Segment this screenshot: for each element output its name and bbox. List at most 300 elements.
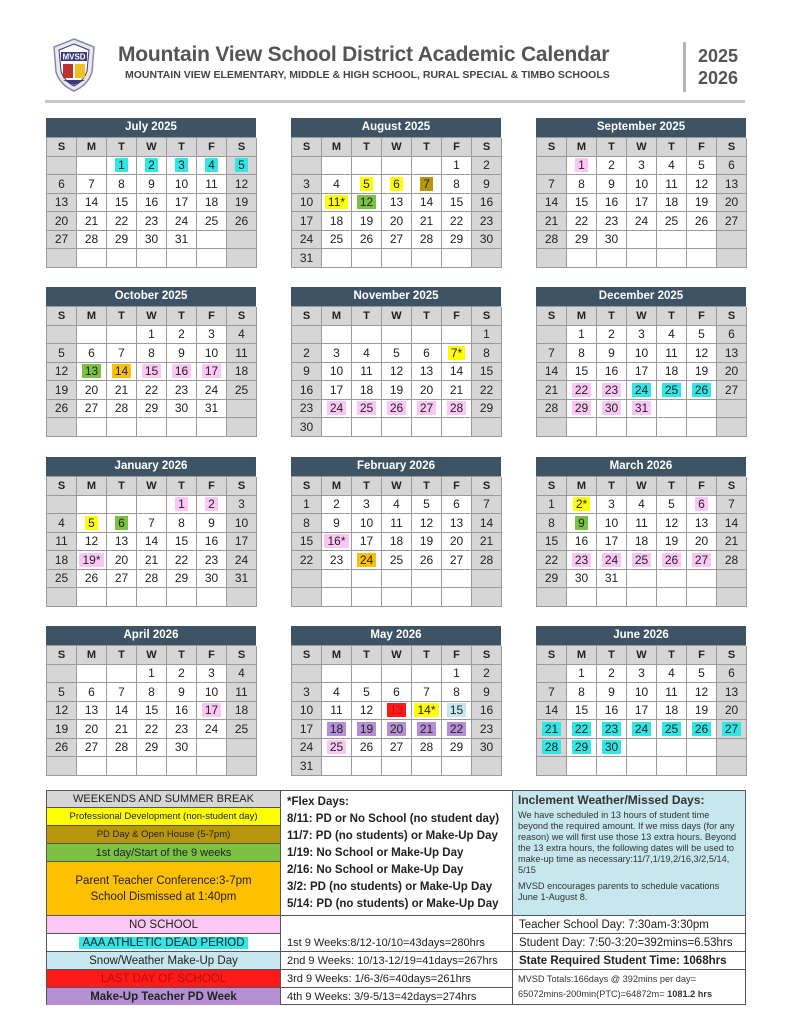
day-name: S [472,646,502,665]
day-cell [167,739,197,758]
day-name: F [687,646,717,665]
weather-box [513,791,745,916]
nine-weeks-3 [281,970,513,988]
day-number: 3 [638,327,645,342]
day-number: 5 [235,158,248,172]
empty-cell [717,249,747,268]
empty-cell [107,326,137,345]
empty-cell [537,249,567,268]
day-cell [717,496,747,515]
day-number: 24 [204,721,219,736]
day-number: 29 [144,401,159,416]
day-number: 27 [389,740,404,755]
day-cell [597,157,627,176]
day-cell [47,720,77,739]
day-name: T [107,646,137,665]
day-number: 27 [449,552,464,567]
day-number: 31 [299,250,314,265]
day-number: 10 [204,684,219,699]
day-number: 21 [417,722,436,736]
day-cell [567,231,597,250]
day-name: S [717,307,747,326]
day-cell [687,683,717,702]
day-cell [167,157,197,176]
day-number: 24 [632,722,651,736]
day-number: 17 [299,213,314,228]
day-number: 20 [84,382,99,397]
day-cell [657,533,687,552]
day-cell [567,157,597,176]
day-name: S [472,477,502,496]
day-cell [227,381,257,400]
day-number: 1 [453,666,460,681]
day-number: 13 [389,195,404,210]
day-name: S [472,138,502,157]
day-cell [472,344,502,363]
day-name: F [197,646,227,665]
month-header: March 2026 [536,457,746,476]
empty-cell [137,249,167,268]
day-cell [197,720,227,739]
day-number: 15 [142,364,161,378]
day-number: 11* [325,195,348,209]
empty-cell [47,588,77,607]
day-number: 18 [634,534,649,549]
day-number: 1 [175,497,188,511]
day-number: 7 [483,497,490,512]
empty-cell [627,588,657,607]
day-cell [657,496,687,515]
empty-cell [657,418,687,437]
empty-cell [687,588,717,607]
day-number: 19* [79,553,103,567]
day-cell [472,194,502,213]
empty-cell [687,231,717,250]
empty-cell [412,249,442,268]
day-cell [567,212,597,231]
day-number: 6 [390,177,403,191]
day-cell [167,381,197,400]
day-number: 27 [692,553,711,567]
month-august-2025 [291,118,501,268]
legend-conference-line1: Parent Teacher Conference:3-7pm [75,874,252,887]
day-cell [322,702,352,721]
student-day: Student Day: 7:50-3:20=392mins=6.53hrs [513,934,745,952]
day-cell [567,665,597,684]
day-number: 25 [664,213,679,228]
day-cell [292,533,322,552]
day-cell [167,514,197,533]
empty-cell [107,249,137,268]
day-number: 8 [148,684,155,699]
empty-cell [567,588,597,607]
day-cell [657,194,687,213]
day-cell [167,702,197,721]
day-cell [322,496,352,515]
day-number: 13 [84,703,99,718]
day-cell [382,702,412,721]
day-number: 5 [58,684,65,699]
day-number: 26 [359,740,374,755]
day-number: 18 [359,382,374,397]
day-name: W [627,477,657,496]
day-cell [442,381,472,400]
empty-cell [627,739,657,758]
day-number: 5 [363,684,370,699]
required-time: State Required Student Time: 1068hrs [513,952,745,970]
day-number: 2 [205,497,218,511]
day-number: 14 [479,515,494,530]
day-cell [687,363,717,382]
day-number: 30 [574,571,589,586]
day-number: 25 [234,382,249,397]
district-logo [52,38,96,92]
day-cell [137,702,167,721]
day-cell [597,363,627,382]
day-number: 9 [303,364,310,379]
day-number: 22 [144,721,159,736]
empty-cell [47,418,77,437]
day-number: 5 [58,345,65,360]
day-name: W [382,138,412,157]
day-number: 21 [479,534,494,549]
day-cell [717,514,747,533]
day-number: 15 [144,703,159,718]
day-cell [687,551,717,570]
day-cell [472,326,502,345]
day-number: 16 [574,534,589,549]
empty-cell [597,249,627,268]
nine-weeks-3-text: 3rd 9 Weeks: 1/6-3/6=40days=261hrs [287,972,471,985]
day-number: 19 [54,721,69,736]
month-grid [536,137,746,268]
day-number: 12 [694,345,709,360]
day-number: 19 [234,195,249,210]
day-number: 18 [327,722,346,736]
day-cell [197,702,227,721]
day-number: 11 [235,345,248,360]
empty-cell [567,418,597,437]
empty-cell [197,418,227,437]
day-number: 3 [208,327,215,342]
month-grid [291,476,501,607]
day-cell [47,702,77,721]
day-number: 6 [115,516,128,530]
day-name: W [137,138,167,157]
day-number: 25 [329,232,344,247]
day-number: 11 [330,703,343,718]
day-cell [442,514,472,533]
day-cell [627,175,657,194]
day-number: 7 [420,177,433,191]
month-header: August 2025 [291,118,501,137]
day-number: 5 [698,666,705,681]
weather-title: Inclement Weather/Missed Days: [518,793,705,807]
day-cell [382,739,412,758]
day-number: 15 [544,534,559,549]
day-number: 23 [602,722,621,736]
empty-cell [567,249,597,268]
day-cell [292,739,322,758]
day-cell [717,381,747,400]
day-cell [687,212,717,231]
month-header: May 2026 [291,626,501,645]
day-cell [687,702,717,721]
day-name: S [292,138,322,157]
nine-weeks-4-text: 4th 9 Weeks: 3/9-5/13=42days=274hrs [287,990,477,1003]
day-number: 22 [479,382,494,397]
day-number: 6 [58,176,65,191]
day-cell [412,702,442,721]
day-number: 16 [299,382,314,397]
empty-cell [77,588,107,607]
day-number: 18 [389,534,404,549]
day-number: 1 [548,497,555,512]
empty-cell [627,757,657,776]
day-number: 21 [419,213,434,228]
empty-cell [627,231,657,250]
day-number: 14 [724,515,739,530]
day-number: 26 [694,213,709,228]
day-number: 7 [728,497,735,512]
day-cell [322,514,352,533]
day-cell [567,702,597,721]
day-cell [292,514,322,533]
month-grid [291,306,501,437]
day-number: 16 [604,703,619,718]
day-number: 11 [205,176,218,191]
day-number: 19 [664,534,679,549]
day-cell [567,326,597,345]
empty-cell [197,249,227,268]
empty-cell [167,249,197,268]
day-cell [472,157,502,176]
day-number: 13 [724,684,739,699]
day-number: 12 [54,703,69,718]
flex-day-item: 11/7: PD (no students) or Make-Up Day [287,830,498,842]
day-name: T [412,307,442,326]
day-cell [597,702,627,721]
month-grid [291,645,501,776]
day-cell [382,194,412,213]
day-number: 22 [299,552,314,567]
legend-last-day: LAST DAY OF SCHOOL [47,970,281,988]
day-number: 21 [114,382,129,397]
empty-cell [472,588,502,607]
empty-cell [442,570,472,589]
day-cell [352,363,382,382]
day-cell [382,231,412,250]
day-number: 11 [665,684,678,699]
day-cell [352,496,382,515]
day-cell [77,533,107,552]
day-cell [472,739,502,758]
day-number: 9 [178,684,185,699]
day-name: F [442,138,472,157]
day-number: 28 [84,232,99,247]
day-cell [167,344,197,363]
flex-days-list [287,811,506,913]
day-cell [227,212,257,231]
header-divider [683,42,686,92]
day-cell [382,514,412,533]
empty-cell [292,570,322,589]
day-number: 12 [84,534,99,549]
day-cell [472,533,502,552]
totals-line1: MVSD Totals:166days @ 392mins per day= [518,974,696,984]
empty-cell [77,157,107,176]
empty-cell [657,739,687,758]
day-cell [627,344,657,363]
day-number: 3 [333,345,340,360]
day-number: 7 [548,684,555,699]
day-number: 12 [664,515,679,530]
day-number: 26 [54,740,69,755]
day-cell [292,683,322,702]
day-number: 7 [88,176,95,191]
day-cell [322,739,352,758]
day-number: 8 [118,176,125,191]
day-name: S [47,646,77,665]
day-cell [47,363,77,382]
day-cell [657,683,687,702]
day-name: S [537,477,567,496]
day-cell [627,683,657,702]
day-name: T [107,307,137,326]
flex-day-item: 8/11: PD or No School (no student day) [287,813,500,825]
day-number: 31 [604,571,619,586]
legend-no-school: NO SCHOOL [47,916,281,934]
month-grid [536,645,746,776]
district-totals [513,970,745,1005]
day-number: 7 [148,515,155,530]
day-name: M [77,477,107,496]
day-number: 20 [449,534,464,549]
day-cell [627,157,657,176]
empty-cell [687,400,717,419]
day-number: 8 [483,345,490,360]
day-number: 4 [333,176,340,191]
day-cell [107,175,137,194]
empty-cell [657,231,687,250]
legend-pd-open-house: PD Day & Open House (5-7pm) [47,826,281,844]
day-number: 22 [447,722,466,736]
day-number: 10 [604,515,619,530]
day-cell [412,533,442,552]
day-name: F [197,477,227,496]
month-grid [46,476,256,607]
day-number: 9 [608,684,615,699]
day-cell [412,231,442,250]
empty-cell [352,757,382,776]
empty-cell [687,739,717,758]
day-number: 28 [544,232,559,247]
day-number: 24 [327,401,346,415]
day-name: S [537,646,567,665]
day-number: 29 [574,232,589,247]
day-cell [657,326,687,345]
empty-cell [322,665,352,684]
day-number: 26 [692,722,711,736]
empty-cell [227,231,257,250]
day-number: 12 [694,176,709,191]
empty-cell [137,588,167,607]
day-cell [657,157,687,176]
day-cell [412,194,442,213]
day-number: 8 [453,684,460,699]
day-number: 29 [572,401,591,415]
day-number: 4 [393,497,400,512]
nine-weeks-1 [281,934,513,952]
day-number: 27 [724,213,739,228]
day-number: 31 [299,758,314,773]
day-number: 30 [299,419,314,434]
day-cell [137,175,167,194]
day-number: 24 [204,382,219,397]
day-number: 29 [572,740,591,754]
day-cell [597,570,627,589]
legend-makeup-pd: Make-Up Teacher PD Week [47,988,281,1005]
day-cell [687,194,717,213]
day-number: 13 [694,515,709,530]
day-cell [137,683,167,702]
day-number: 16 [479,195,494,210]
day-cell [597,683,627,702]
day-cell [627,194,657,213]
day-number: 1 [115,158,128,172]
day-number: 17 [174,195,189,210]
day-number: 15 [299,534,314,549]
day-cell [472,363,502,382]
day-number: 23 [144,213,159,228]
day-cell [657,344,687,363]
day-cell [537,496,567,515]
day-name: S [472,307,502,326]
day-cell [227,157,257,176]
day-cell [292,344,322,363]
day-number: 19 [694,195,709,210]
day-cell [597,344,627,363]
day-number: 24 [299,232,314,247]
day-number: 3 [638,158,645,173]
day-cell [77,363,107,382]
day-cell [292,551,322,570]
day-name: T [657,477,687,496]
day-number: 4 [238,327,245,342]
day-number: 13 [114,534,129,549]
day-cell [352,514,382,533]
day-cell [442,533,472,552]
day-number: 2 [608,666,615,681]
day-number: 28 [419,740,434,755]
empty-cell [627,418,657,437]
day-cell [412,381,442,400]
day-number: 6 [728,158,735,173]
day-name: W [137,307,167,326]
empty-cell [107,665,137,684]
day-name: F [687,138,717,157]
empty-cell [657,400,687,419]
day-number: 3 [208,666,215,681]
legend-box [46,790,746,1005]
day-number: 14 [144,534,159,549]
day-cell [472,702,502,721]
day-cell [687,665,717,684]
day-cell [412,344,442,363]
day-number: 4 [363,345,370,360]
day-number: 28 [542,740,561,754]
empty-cell [382,326,412,345]
